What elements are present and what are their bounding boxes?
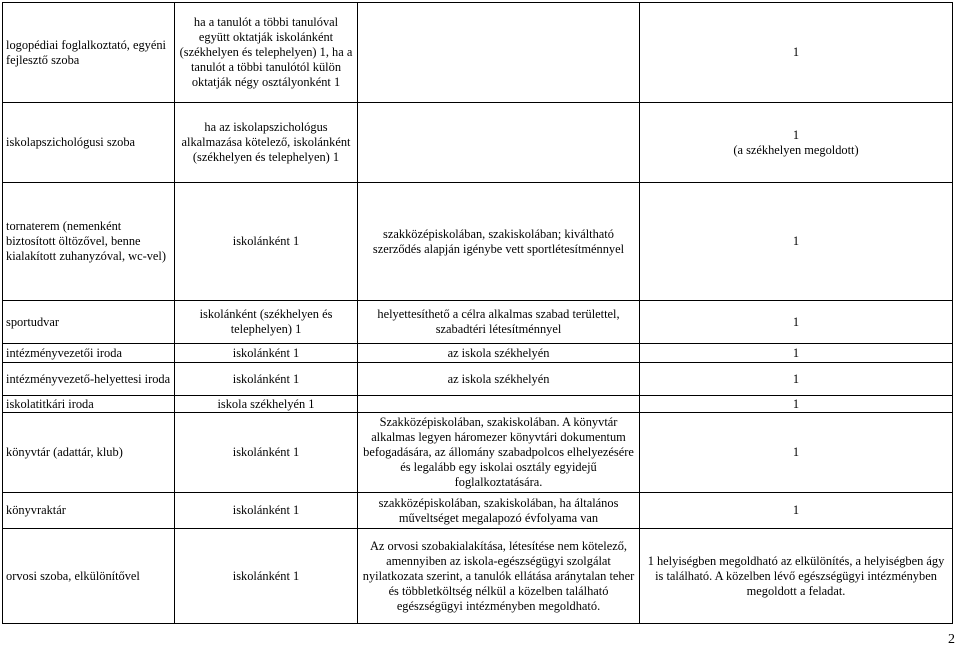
note: helyettesíthető a célra alkalmas szabad területtel, szabadtéri létesítménnyel xyxy=(358,301,640,344)
count-value: 1 xyxy=(792,127,800,142)
note: szakközépiskolában, szakiskolában; kiváltható szerződés alapján igénybe vett sportlétesítménnyel xyxy=(358,183,640,301)
note: Az orvosi szobakialakítása, létesítése nem kötelező, amennyiben az iskola-egészségügyi szolgálat nyilatkozata szerint, a tanulók ellátása aránytalan teher és többletköltség nélkül a közelben található egészségügyi intézményben megoldható. xyxy=(358,529,640,624)
count-remark: (a székhelyen megoldott) xyxy=(733,142,859,157)
room-name: logopédiai foglalkoztató, egyéni fejlesztő szoba xyxy=(3,3,175,103)
note xyxy=(358,103,640,183)
table-row xyxy=(3,396,953,413)
available-count: 1 xyxy=(640,183,953,301)
required-quantity: iskolánként 1 xyxy=(175,413,358,493)
note: szakközépiskolában, szakiskolában, ha általános műveltséget megalapozó évfolyama van xyxy=(358,493,640,529)
room-name: könyvraktár xyxy=(3,493,175,529)
required-quantity: iskolánként 1 xyxy=(175,363,358,396)
table-row xyxy=(3,529,953,624)
room-name: iskolatitkári iroda xyxy=(3,396,175,413)
room-name: orvosi szoba, elkülönítővel xyxy=(3,529,175,624)
table-row xyxy=(3,301,953,344)
note: az iskola székhelyén xyxy=(358,363,640,396)
table-row xyxy=(3,413,953,493)
required-quantity: iskolánként 1 xyxy=(175,493,358,529)
available-count xyxy=(640,103,953,183)
table-row xyxy=(3,103,953,183)
page-number: 2 xyxy=(948,632,955,647)
available-count: 1 xyxy=(640,3,953,103)
room-name: intézményvezető-helyettesi iroda xyxy=(3,363,175,396)
room-name: intézményvezetői iroda xyxy=(3,344,175,363)
required-quantity: ha az iskolapszichológus alkalmazása kötelező, iskolánként (székhelyen és telephelyen) 1 xyxy=(175,103,358,183)
note: az iskola székhelyén xyxy=(358,344,640,363)
room-name: sportudvar xyxy=(3,301,175,344)
note xyxy=(358,3,640,103)
available-count: 1 xyxy=(640,363,953,396)
note xyxy=(358,396,640,413)
table-row xyxy=(3,493,953,529)
room-name: tornaterem (nemenként biztosított öltözővel, benne kialakított zuhanyzóval, wc-vel) xyxy=(3,183,175,301)
required-quantity: iskola székhelyén 1 xyxy=(175,396,358,413)
available-count: 1 xyxy=(640,413,953,493)
note: Szakközépiskolában, szakiskolában. A könyvtár alkalmas legyen háromezer könyvtári dokumentum befogadására, az állomány szabadpolcos elhelyezésére és legalább egy iskolai osztály egyidejű foglalkoztatására. xyxy=(358,413,640,493)
table-row xyxy=(3,344,953,363)
required-quantity: ha a tanulót a többi tanulóval együtt oktatják iskolánként (székhelyen és telephelyen) 1, ha a tanulót a többi tanulótól külön oktatják négy osztályonként 1 xyxy=(175,3,358,103)
table-row xyxy=(3,363,953,396)
required-quantity: iskolánként 1 xyxy=(175,344,358,363)
table-row xyxy=(3,3,953,103)
required-quantity: iskolánként 1 xyxy=(175,529,358,624)
room-name: iskolapszichológusi szoba xyxy=(3,103,175,183)
available-count: 1 xyxy=(640,493,953,529)
table-row xyxy=(3,183,953,301)
required-quantity: iskolánként 1 xyxy=(175,183,358,301)
available-count: 1 xyxy=(640,301,953,344)
available-count: 1 helyiségben megoldható az elkülönítés, a helyiségben ágy is található. A közelben lévő egészségügyi intézményben megoldott a feladat. xyxy=(640,529,953,624)
room-name: könyvtár (adattár, klub) xyxy=(3,413,175,493)
available-count: 1 xyxy=(640,344,953,363)
available-count: 1 xyxy=(640,396,953,413)
required-quantity: iskolánként (székhelyen és telephelyen) 1 xyxy=(175,301,358,344)
room-requirements-table xyxy=(2,2,953,624)
